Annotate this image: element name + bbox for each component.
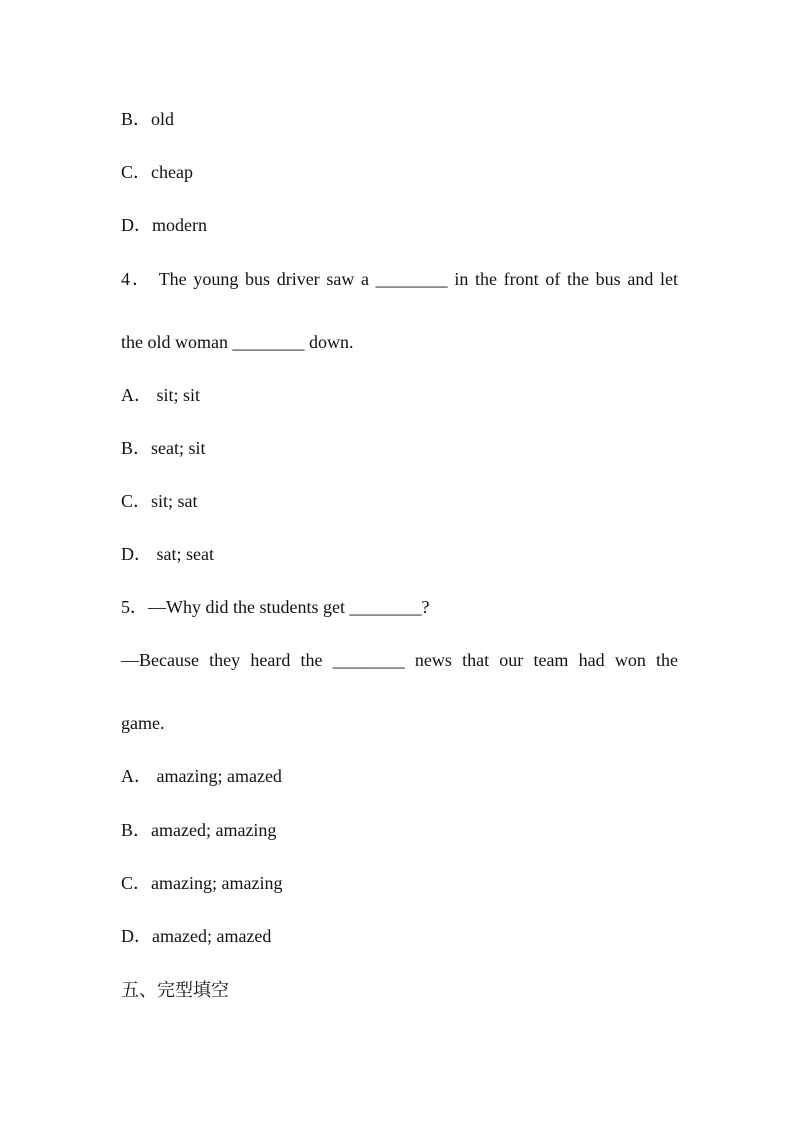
q5-option-d: D．amazed; amazed	[121, 926, 272, 946]
q4-option-c: C．sit; sat	[121, 491, 198, 511]
q5-option-a: A． amazing; amazed	[121, 766, 282, 786]
q5-answer-line-1: —Because they heard the ________ news that our team had won the	[121, 650, 678, 670]
section-title: 五、完型填空	[121, 980, 229, 1001]
q4-question-line-1: 4． The young bus driver saw a ________ in the front of the bus and let	[121, 269, 678, 289]
q5-option-b: B．amazed; amazing	[121, 820, 277, 840]
q4-option-a: A． sit; sit	[121, 385, 201, 405]
q4-option-b: B．seat; sit	[121, 438, 206, 458]
q5-option-c: C．amazing; amazing	[121, 873, 283, 893]
q3-option-d: D．modern	[121, 215, 207, 235]
q4-option-d: D． sat; seat	[121, 544, 214, 564]
q4-question-line-2: the old woman ________ down.	[121, 332, 354, 352]
q3-option-c: C．cheap	[121, 162, 193, 182]
q5-answer-line-2: game.	[121, 713, 165, 733]
q3-option-b: B．old	[121, 109, 175, 129]
q5-question-line-1: 5．—Why did the students get ________?	[121, 597, 430, 617]
